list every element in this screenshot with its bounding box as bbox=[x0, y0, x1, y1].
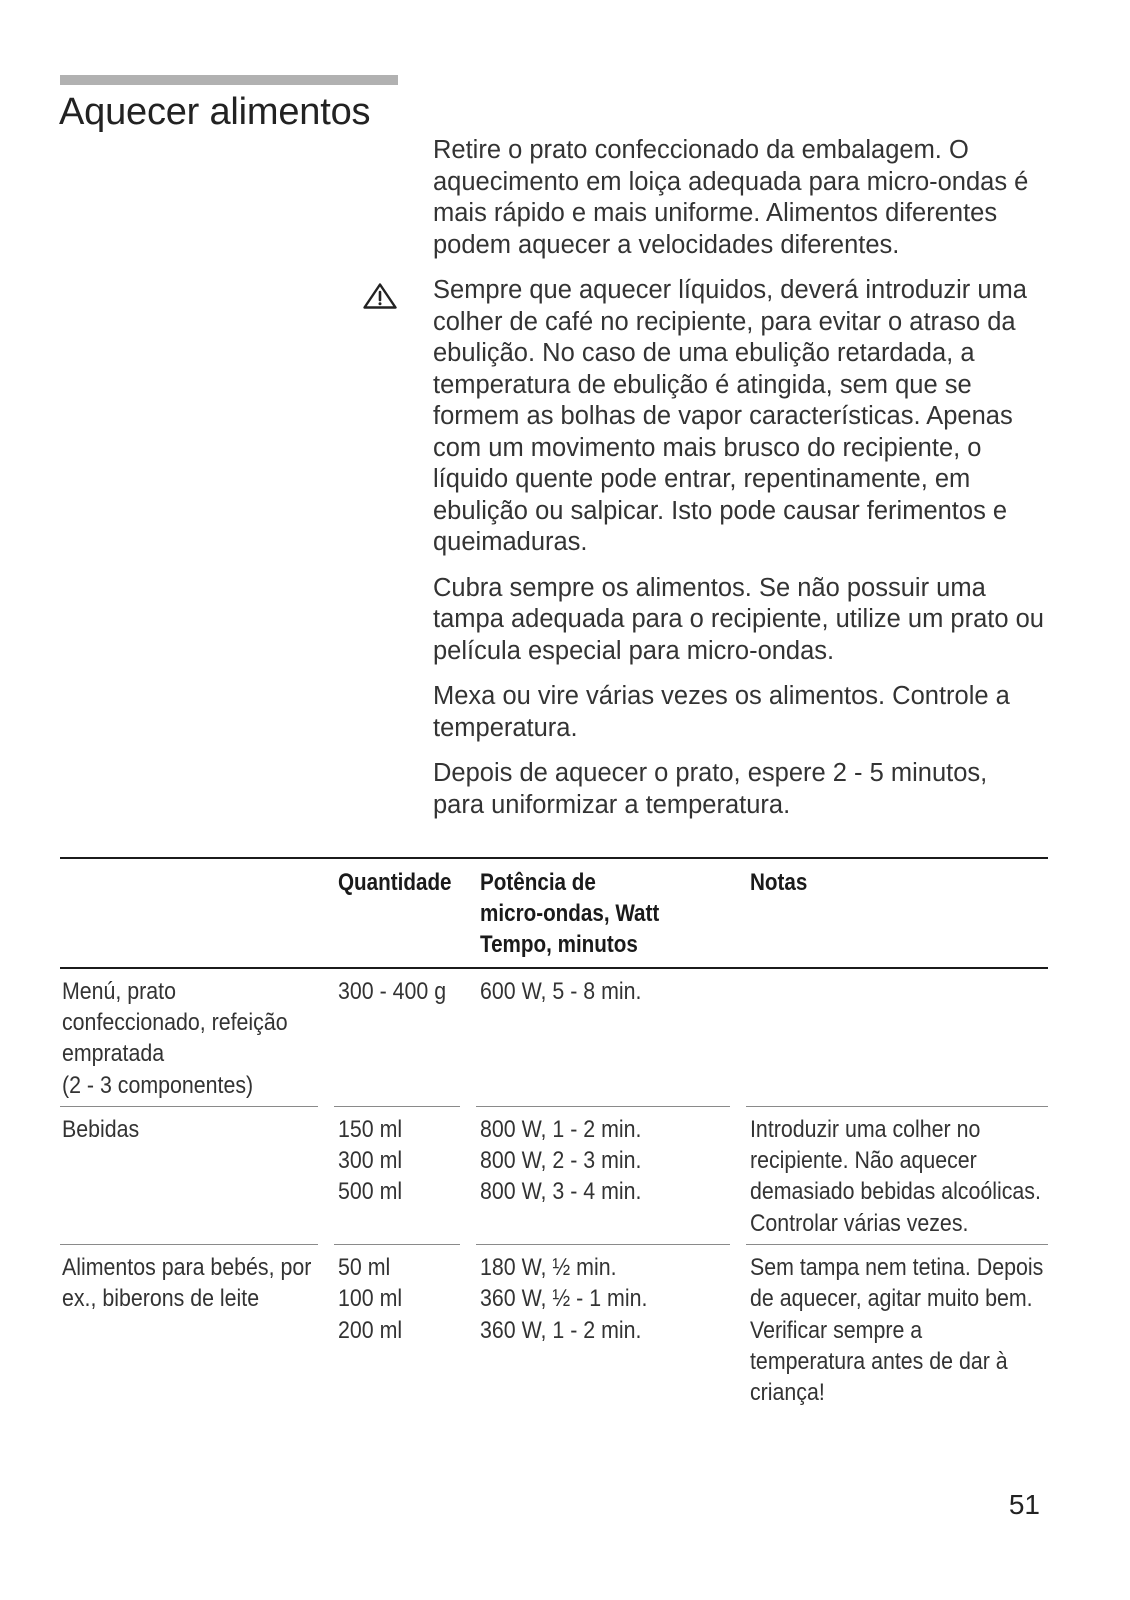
power-time-cell bbox=[476, 976, 730, 1101]
header-quantity-cell bbox=[334, 867, 460, 960]
food-cell bbox=[60, 1114, 318, 1239]
notes-cell bbox=[746, 1114, 1048, 1239]
separator-segment bbox=[334, 1244, 460, 1245]
separator-segment bbox=[60, 1244, 318, 1245]
separator-segment bbox=[476, 1244, 730, 1245]
row-separator bbox=[60, 1106, 1048, 1107]
table-row bbox=[60, 969, 1048, 1106]
power-time-value: 180 W, ½ min. 360 W, ½ - 1 min. 360 W, 1 - 2 min. bbox=[480, 1254, 648, 1344]
separator-segment bbox=[476, 1106, 730, 1107]
intro-paragraph-5: Depois de aquecer o prato, espere 2 - 5 minutos, para uniformizar a temperatura. bbox=[433, 759, 988, 819]
intro-paragraph-3: Cubra sempre os alimentos. Se não possuir uma tampa adequada para o recipiente, utilize um prato ou película especial para micro-ondas. bbox=[433, 573, 1044, 665]
food-name: Bebidas bbox=[62, 1115, 140, 1143]
header-notes-cell bbox=[746, 867, 1048, 960]
food-name: Alimentos para bebés, por ex., biberons de leite bbox=[62, 1254, 312, 1313]
separator-segment bbox=[746, 1244, 1048, 1245]
quantity-cell bbox=[334, 976, 460, 1101]
header-food-cell bbox=[60, 867, 318, 960]
quantity-value: 50 ml 100 ml 200 ml bbox=[338, 1254, 403, 1344]
food-cell bbox=[60, 976, 318, 1101]
power-time-value: 600 W, 5 - 8 min. bbox=[480, 977, 642, 1005]
heating-table bbox=[60, 857, 1048, 1414]
header-power-time-cell bbox=[476, 867, 730, 960]
warning-triangle-icon bbox=[362, 282, 398, 310]
table-header bbox=[60, 859, 1048, 968]
intro-paragraph-1: Retire o prato confeccionado da embalagem. O aquecimento em loiça adequada para micro-ondas é mais rápido e mais uniforme. Alimentos diferentes podem aquecer a velocidades diferentes. bbox=[433, 136, 1029, 259]
header-power-time: Potência de micro-ondas, Watt Tempo, minutos bbox=[480, 868, 660, 958]
page-number: 51 bbox=[1008, 1489, 1040, 1520]
header-quantity: Quantidade bbox=[338, 868, 452, 896]
intro-text bbox=[433, 135, 1073, 835]
power-time-cell bbox=[476, 1252, 730, 1408]
header-notes: Notas bbox=[750, 868, 808, 896]
separator-segment bbox=[60, 1106, 318, 1107]
food-cell bbox=[60, 1252, 318, 1408]
notes-text: Introduzir uma colher no recipiente. Não aquecer demasiado bebidas alcoólicas. Controlar várias vezes. bbox=[750, 1115, 1041, 1237]
title-bar bbox=[60, 75, 398, 85]
separator-segment bbox=[746, 1106, 1048, 1107]
notes-cell bbox=[746, 1252, 1048, 1408]
warning-paragraph: Sempre que aquecer líquidos, deverá introduzir uma colher de café no recipiente, para evitar o atraso da ebulição. No caso de uma ebulição retardada, a temperatura de ebulição é atingida, sem que se formem as bolhas de vapor características. Apenas com um movimento mais brusco do recipiente, o líquido quente pode entrar, repentinamente, em ebulição ou salpicar. Isto pode causar ferimentos e queimaduras. bbox=[433, 276, 1027, 556]
power-time-value: 800 W, 1 - 2 min. 800 W, 2 - 3 min. 800 W, 3 - 4 min. bbox=[480, 1115, 642, 1206]
notes-text: Sem tampa nem tetina. Depois de aquecer, agitar muito bem. Verificar sempre a temperatura antes de dar à criança! bbox=[750, 1254, 1044, 1407]
separator-segment bbox=[334, 1106, 460, 1107]
quantity-cell bbox=[334, 1114, 460, 1239]
page-title: Aquecer alimentos bbox=[59, 91, 371, 133]
notes-cell bbox=[746, 976, 1048, 1101]
quantity-value: 150 ml 300 ml 500 ml bbox=[338, 1115, 403, 1206]
table-row bbox=[60, 1245, 1048, 1413]
quantity-value: 300 - 400 g bbox=[338, 977, 447, 1005]
quantity-cell bbox=[334, 1252, 460, 1408]
intro-paragraph-4: Mexa ou vire várias vezes os alimentos. Controle a temperatura. bbox=[433, 682, 1010, 742]
power-time-cell bbox=[476, 1114, 730, 1239]
table-row bbox=[60, 1107, 1048, 1244]
row-separator bbox=[60, 1244, 1048, 1245]
food-name: Menú, prato confeccionado, refeição empratada (2 - 3 componentes) bbox=[62, 977, 288, 1099]
